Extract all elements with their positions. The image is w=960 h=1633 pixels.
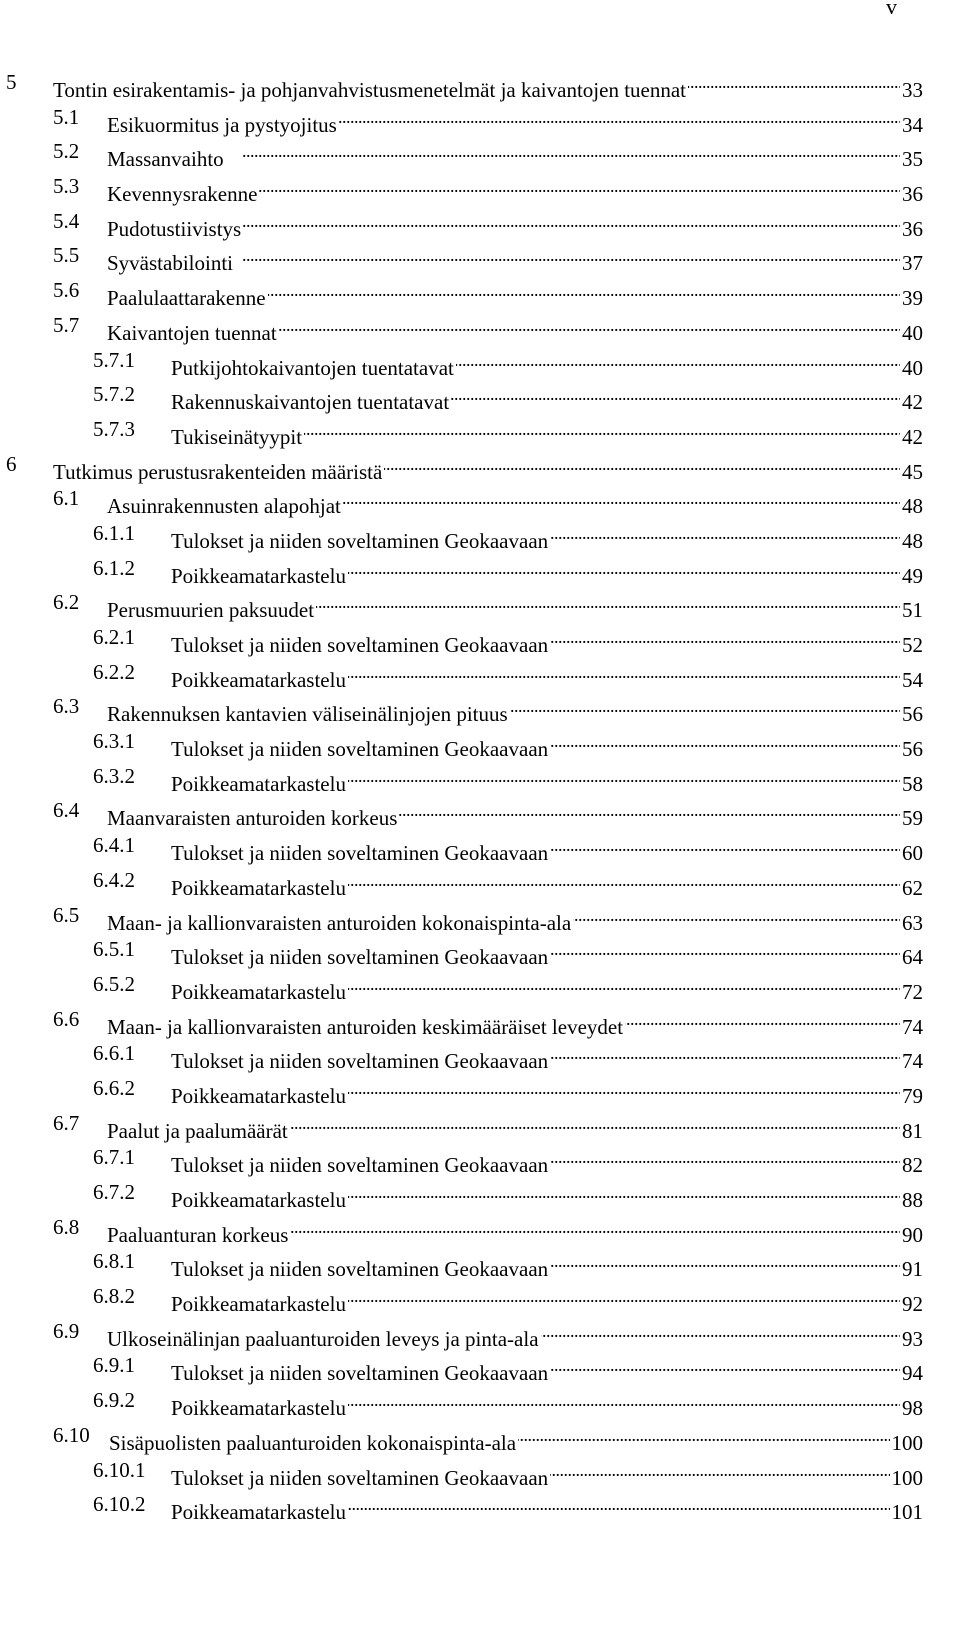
toc-entry-number: 6.1 (53, 486, 80, 511)
toc-entry-title[interactable]: Esikuormitus ja pystyojitus (107, 110, 339, 140)
dot-leader (348, 865, 900, 895)
toc-entry-line (171, 414, 923, 449)
toc-entry-title[interactable]: Sisäpuolisten paaluanturoiden kokonaispinta-ala (109, 1428, 518, 1458)
toc-entry-title[interactable]: Poikkeamatarkastelu (171, 1497, 348, 1527)
toc-entry-page[interactable]: 51 (900, 595, 923, 625)
dot-leader (290, 1212, 900, 1242)
toc-entry-number: 6.9.2 (93, 1388, 135, 1413)
toc-entry-number: 6.5 (53, 902, 80, 927)
dot-leader (573, 900, 900, 930)
dot-leader (348, 1385, 900, 1415)
toc-entry-number: 5.2 (53, 139, 80, 164)
dot-leader (348, 1489, 890, 1519)
toc-entry-title[interactable]: Tontin esirakentamis- ja pohjanvahvistusmenetelmät ja kaivantojen tuennat (53, 75, 688, 105)
toc-entry-page[interactable]: 56 (900, 734, 923, 764)
dot-leader (259, 171, 900, 201)
toc-entry-title[interactable]: Tulokset ja niiden soveltaminen Geokaavaan (171, 838, 550, 868)
toc-entry[interactable] (0, 240, 960, 275)
toc-entry-page[interactable]: 37 (900, 248, 923, 278)
toc-entry-line (171, 830, 923, 866)
toc-entry-page[interactable]: 40 (900, 353, 923, 383)
toc-entry-number: 5.7.1 (93, 347, 135, 372)
dot-leader (290, 1108, 900, 1138)
toc-entry-title[interactable]: Rakennuskaivantojen tuentatavat (171, 387, 451, 417)
toc-entry-title[interactable]: Tulokset ja niiden soveltaminen Geokaavaan (171, 1046, 550, 1076)
dot-leader (304, 414, 900, 444)
toc-entry-number: 5.1 (53, 104, 80, 129)
toc-entry-page[interactable]: 94 (900, 1358, 923, 1388)
toc-entry-line (107, 275, 923, 311)
toc-entry-number: 6.9.1 (93, 1353, 135, 1378)
toc-entry-title[interactable]: Ulkoseinälinjan paaluanturoiden leveys ja pinta-ala (107, 1324, 541, 1354)
toc-entry-page[interactable]: 64 (900, 942, 923, 972)
toc-entry[interactable] (0, 900, 960, 935)
toc-entry-title[interactable]: Kevennysrakenne (107, 179, 259, 209)
toc-entry-page[interactable]: 52 (900, 630, 923, 660)
toc-entry-line (171, 865, 923, 900)
toc-entry-title[interactable]: Poikkeamatarkastelu (171, 977, 348, 1007)
toc-entry-number: 6.5.1 (93, 937, 135, 962)
toc-entry[interactable] (0, 1108, 960, 1143)
toc-entry[interactable] (0, 622, 960, 657)
toc-entry[interactable] (0, 1073, 960, 1108)
toc-entry[interactable] (0, 1246, 960, 1281)
toc-entry-number: 6.10.1 (93, 1457, 146, 1482)
toc-entry-page[interactable]: 42 (900, 422, 923, 452)
toc-entry-page[interactable]: 74 (900, 1012, 923, 1042)
toc-entry[interactable] (0, 553, 960, 588)
dot-leader (339, 102, 900, 132)
toc-entry[interactable] (0, 206, 960, 241)
toc-entry[interactable] (0, 1281, 960, 1316)
toc-entry-page[interactable]: 56 (900, 699, 923, 729)
toc-entry-line (171, 1489, 923, 1525)
toc-entry-line (171, 379, 923, 415)
dot-leader (550, 830, 900, 860)
toc-entry[interactable] (0, 1177, 960, 1212)
toc-entry-title[interactable]: Asuinrakennusten alapohjat (107, 491, 343, 521)
toc-entry-line (171, 761, 923, 796)
toc-entry-line (107, 900, 923, 935)
toc-entry-line (171, 1246, 923, 1282)
toc-entry[interactable] (0, 865, 960, 900)
toc-entry-number: 6.3 (53, 694, 80, 719)
dot-leader (268, 275, 900, 305)
toc-entry-title[interactable]: Paalulaattarakenne (107, 283, 268, 313)
toc-entry-line (171, 657, 923, 692)
toc-entry[interactable] (0, 691, 960, 726)
toc-entry-page[interactable]: 36 (900, 179, 923, 209)
toc-entry-line (107, 136, 923, 172)
toc-entry-line (171, 622, 923, 657)
toc-entry-number: 5.3 (53, 174, 80, 199)
toc-entry[interactable] (0, 1038, 960, 1073)
toc-entry-title[interactable]: Poikkeamatarkastelu (171, 873, 348, 903)
toc-entry-number: 6.6.1 (93, 1041, 135, 1066)
toc-entry-line (107, 1108, 923, 1143)
toc-entry-title[interactable]: Tulokset ja niiden soveltaminen Geokaavaan (171, 734, 550, 764)
toc-entry-line (107, 691, 923, 727)
toc-entry-page[interactable]: 79 (900, 1081, 923, 1111)
toc-entry-number: 6.1.1 (93, 520, 135, 545)
toc-entry-number: 5.4 (53, 208, 80, 233)
toc-entry-line (171, 969, 923, 1004)
toc-entry[interactable] (0, 795, 960, 830)
toc-entry-line (107, 240, 923, 276)
toc-entry-title[interactable]: Maanvaraisten anturoiden korkeus (107, 803, 399, 833)
dot-leader (243, 206, 900, 236)
toc-entry-page[interactable]: 88 (900, 1185, 923, 1215)
dot-leader (348, 1073, 900, 1103)
toc-entry[interactable] (0, 1385, 960, 1420)
toc-entry-page[interactable]: 59 (900, 803, 923, 833)
toc-entry-page[interactable]: 33 (900, 75, 923, 105)
toc-entry-page[interactable]: 90 (900, 1220, 923, 1250)
dot-leader (625, 1004, 900, 1034)
toc-entry-line (107, 310, 923, 345)
toc-entry-number: 5.7 (53, 312, 80, 337)
toc-entry-line (107, 483, 923, 519)
dot-leader (348, 1177, 900, 1207)
toc-entry[interactable] (0, 1455, 960, 1490)
toc-entry-number: 6.5.2 (93, 971, 135, 996)
toc-entry-page[interactable]: 36 (900, 214, 923, 244)
toc-entry-title[interactable]: Poikkeamatarkastelu (171, 1393, 348, 1423)
toc-entry-title[interactable]: Tulokset ja niiden soveltaminen Geokaavaan (171, 1358, 550, 1388)
toc-entry[interactable] (0, 275, 960, 310)
toc-entry[interactable] (0, 726, 960, 761)
toc-entry-page[interactable]: 98 (900, 1393, 923, 1423)
dot-leader (348, 657, 900, 687)
toc-entry-title[interactable]: Perusmuurien paksuudet (107, 595, 316, 625)
toc-entry-page[interactable]: 34 (900, 110, 923, 140)
toc-entry-title[interactable]: Tulokset ja niiden soveltaminen Geokaavaan (171, 942, 550, 972)
toc-entry[interactable] (0, 1004, 960, 1039)
toc-entry[interactable] (0, 1316, 960, 1351)
toc-entry[interactable] (0, 761, 960, 796)
toc-entry-number: 6.8.2 (93, 1284, 135, 1309)
dot-leader (550, 1142, 900, 1172)
toc-entry-page[interactable]: 72 (900, 977, 923, 1007)
toc-entry-number: 5.6 (53, 278, 80, 303)
toc-entry[interactable] (0, 171, 960, 206)
dot-leader (550, 726, 900, 756)
toc-entry-line (171, 726, 923, 762)
toc-entry-number: 6.7 (53, 1110, 80, 1135)
toc-entry-number: 6.2 (53, 590, 80, 615)
toc-entry[interactable] (0, 657, 960, 692)
toc-entry-line (171, 518, 923, 553)
toc-entry[interactable] (0, 969, 960, 1004)
dot-leader (550, 1455, 889, 1485)
toc-entry-title[interactable]: Tulokset ja niiden soveltaminen Geokaavaan (171, 1150, 550, 1180)
toc-entry-title[interactable]: Kaivantojen tuennat (107, 318, 279, 348)
toc-entry-page[interactable]: 48 (900, 491, 923, 521)
toc-entry-page[interactable]: 49 (900, 561, 923, 591)
toc-entry-number: 6 (6, 451, 17, 476)
toc-entry-page[interactable]: 91 (900, 1254, 923, 1284)
toc-entry-title[interactable]: Tulokset ja niiden soveltaminen Geokaavaan (171, 630, 550, 660)
dot-leader (550, 622, 900, 652)
dot-leader (541, 1316, 900, 1346)
toc-entry[interactable] (0, 310, 960, 345)
toc-entry-title[interactable]: Poikkeamatarkastelu (171, 1081, 348, 1111)
dot-leader (279, 310, 900, 340)
toc-entry-page[interactable]: 35 (900, 144, 923, 174)
toc-entry-line (171, 1073, 923, 1108)
toc-entry-title[interactable]: Poikkeamatarkastelu (171, 561, 348, 591)
toc-entry-page[interactable]: 39 (900, 283, 923, 313)
toc-entry-title[interactable]: Pudotustiivistys (107, 214, 243, 244)
table-of-contents (0, 67, 960, 1524)
toc-entry[interactable] (0, 1489, 960, 1524)
toc-entry-page[interactable]: 92 (900, 1289, 923, 1319)
toc-entry-number: 6.8.1 (93, 1249, 135, 1274)
toc-entry-number: 6.4.2 (93, 867, 135, 892)
toc-entry-title[interactable]: Poikkeamatarkastelu (171, 769, 348, 799)
toc-entry-title[interactable]: Putkijohtokaivantojen tuentatavat (171, 353, 456, 383)
dot-leader (451, 379, 900, 409)
toc-entry-number: 6.1.2 (93, 555, 135, 580)
dot-leader (226, 136, 900, 166)
toc-entry-line (171, 1350, 923, 1386)
dot-leader (688, 67, 900, 97)
page-number: v (886, 0, 897, 19)
toc-entry[interactable] (0, 483, 960, 518)
toc-entry-title[interactable]: Poikkeamatarkastelu (171, 1289, 348, 1319)
toc-entry-title[interactable]: Paaluanturan korkeus (107, 1220, 290, 1250)
toc-entry[interactable] (0, 1420, 960, 1455)
toc-entry-line (107, 795, 923, 831)
toc-entry-page[interactable]: 63 (900, 908, 923, 938)
dot-leader (343, 483, 900, 513)
dot-leader (510, 691, 900, 721)
toc-entry-number: 6.8 (53, 1214, 80, 1239)
toc-entry-page[interactable]: 62 (900, 873, 923, 903)
toc-entry-title[interactable]: Paalut ja paalumäärät (107, 1116, 290, 1146)
toc-entry-line (171, 1038, 923, 1074)
toc-entry-line (171, 1455, 923, 1490)
toc-entry[interactable] (0, 518, 960, 553)
toc-entry-number: 5.5 (53, 243, 80, 268)
toc-entry-number: 5.7.2 (93, 382, 135, 407)
toc-entry-line (109, 1420, 923, 1455)
toc-entry-line (171, 1281, 923, 1317)
toc-entry-number: 6.2.2 (93, 659, 135, 684)
toc-entry-title[interactable]: Poikkeamatarkastelu (171, 665, 348, 695)
dot-leader (384, 449, 900, 479)
toc-entry-line (171, 345, 923, 380)
toc-entry-title[interactable]: Rakennuksen kantavien väliseinälinjojen pituus (107, 699, 510, 729)
toc-entry[interactable] (0, 934, 960, 969)
toc-entry[interactable] (0, 414, 960, 449)
dot-leader (550, 934, 900, 964)
toc-entry[interactable] (0, 345, 960, 380)
toc-entry-page[interactable]: 74 (900, 1046, 923, 1076)
toc-entry[interactable] (0, 449, 960, 484)
toc-entry-title[interactable]: Syvästabilointi (107, 248, 235, 278)
toc-entry[interactable] (0, 1212, 960, 1247)
toc-entry-page[interactable]: 42 (900, 387, 923, 417)
dot-leader (316, 587, 900, 617)
toc-entry-line (107, 587, 923, 623)
toc-entry-page[interactable]: 100 (890, 1428, 924, 1458)
dot-leader (550, 518, 900, 548)
toc-entry-number: 6.6 (53, 1006, 80, 1031)
toc-entry-line (107, 1004, 923, 1039)
toc-entry[interactable] (0, 67, 960, 102)
toc-entry-number: 6.10 (53, 1422, 90, 1447)
toc-entry-number: 5 (6, 70, 17, 94)
toc-entry-page[interactable]: 58 (900, 769, 923, 799)
toc-entry-page[interactable]: 54 (900, 665, 923, 695)
toc-entry-title[interactable]: Tulokset ja niiden soveltaminen Geokaavaan (171, 526, 550, 556)
toc-entry-number: 6.7.1 (93, 1145, 135, 1170)
dot-leader (348, 969, 900, 999)
toc-entry-number: 6.6.2 (93, 1075, 135, 1100)
toc-entry[interactable] (0, 587, 960, 622)
toc-entry-line (171, 1385, 923, 1421)
toc-entry[interactable] (0, 102, 960, 137)
toc-entry-line (107, 1212, 923, 1247)
toc-entry-line (53, 449, 923, 484)
dot-leader (456, 345, 900, 375)
toc-entry-line (171, 1177, 923, 1212)
toc-entry-number: 5.7.3 (93, 416, 135, 441)
toc-entry-line (107, 206, 923, 241)
toc-entry-number: 6.3.1 (93, 729, 135, 754)
toc-entry-page[interactable]: 48 (900, 526, 923, 556)
toc-entry-title[interactable]: Maan- ja kallionvaraisten anturoiden kokonaispinta-ala (107, 908, 573, 938)
dot-leader (348, 761, 900, 791)
dot-leader (550, 1246, 900, 1276)
dot-leader (550, 1350, 900, 1380)
toc-entry-line (171, 553, 923, 588)
toc-entry-line (171, 934, 923, 970)
toc-entry-page[interactable]: 81 (900, 1116, 923, 1146)
dot-leader (235, 240, 900, 270)
toc-entry-number: 6.4.1 (93, 833, 135, 858)
toc-entry-number: 6.7.2 (93, 1180, 135, 1204)
toc-entry-line (107, 102, 923, 137)
toc-entry-title[interactable]: Poikkeamatarkastelu (171, 1185, 348, 1215)
toc-entry-title[interactable]: Tutkimus perustusrakenteiden määristä (53, 457, 384, 487)
dot-leader (518, 1420, 889, 1450)
dot-leader (550, 1038, 900, 1068)
toc-entry-number: 6.9 (53, 1318, 80, 1343)
toc-entry-number: 6.3.2 (93, 763, 135, 788)
toc-entry-page[interactable]: 40 (900, 318, 923, 348)
toc-entry-page[interactable]: 82 (900, 1150, 923, 1180)
toc-entry-title[interactable]: Tulokset ja niiden soveltaminen Geokaavaan (171, 1254, 550, 1284)
toc-entry[interactable] (0, 830, 960, 865)
toc-entry-page[interactable]: 100 (890, 1463, 924, 1493)
toc-entry-line (107, 171, 923, 207)
toc-entry-line (53, 67, 923, 102)
toc-entry-number: 6.2.1 (93, 625, 135, 649)
toc-entry[interactable] (0, 1350, 960, 1385)
toc-entry-title[interactable]: Tukiseinätyypit (171, 422, 304, 452)
toc-entry-title[interactable]: Maan- ja kallionvaraisten anturoiden keskimääräiset leveydet (107, 1012, 625, 1042)
toc-entry-line (171, 1142, 923, 1178)
toc-entry-number: 6.10.2 (93, 1492, 146, 1517)
toc-entry[interactable] (0, 379, 960, 414)
toc-entry-page[interactable]: 101 (890, 1497, 924, 1527)
toc-entry-page[interactable]: 45 (900, 457, 923, 487)
toc-entry-page[interactable]: 60 (900, 838, 923, 868)
toc-entry-title[interactable]: Tulokset ja niiden soveltaminen Geokaavaan (171, 1463, 550, 1493)
toc-entry-line (107, 1316, 923, 1351)
toc-entry[interactable] (0, 1142, 960, 1177)
dot-leader (348, 553, 900, 583)
toc-entry-page[interactable]: 93 (900, 1324, 923, 1354)
toc-entry-number: 6.4 (53, 798, 80, 823)
toc-entry[interactable] (0, 136, 960, 171)
dot-leader (348, 1281, 900, 1311)
dot-leader (399, 795, 900, 825)
toc-entry-title[interactable]: Massanvaihto (107, 144, 226, 174)
